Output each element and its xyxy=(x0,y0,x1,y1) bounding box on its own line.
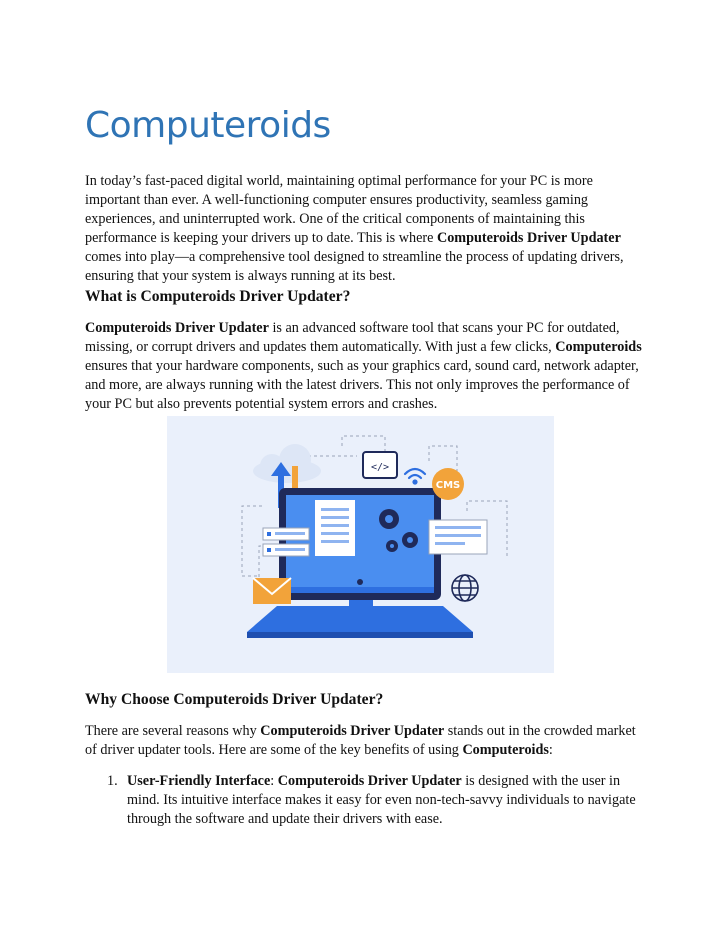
section2-bold-brand: Computeroids xyxy=(462,742,549,758)
laptop-keyboard xyxy=(247,606,473,638)
list-item-title: User-Friendly Interface xyxy=(127,773,271,789)
section1-text-1: is an advanced software tool that scans your PC for outdated, missing, or corrupt drivers and updates them automatically. With just a few clicks, xyxy=(85,320,620,355)
envelope-icon xyxy=(253,578,291,604)
intro-bold-product: Computeroids Driver Updater xyxy=(436,230,621,246)
document-title: Computeroids xyxy=(85,105,331,146)
section-heading-what-is: What is Computeroids Driver Updater? xyxy=(85,288,351,305)
section1-text-2: ensures that your hardware components, such as your graphics card, sound card, network adapter, and more, are always running with the latest drivers. This not only improves the performance of your PC but also prevents potential system errors and crashes. xyxy=(85,358,639,412)
section1-bold-product: Computeroids Driver Updater xyxy=(85,320,269,336)
section1-paragraph xyxy=(85,319,645,414)
list-item-number: 1. xyxy=(107,773,118,789)
list-item-product: Computeroids Driver Updater xyxy=(277,773,462,789)
wifi-icon xyxy=(405,469,425,484)
code-phone-icon xyxy=(363,452,397,478)
cms-label: CMS xyxy=(435,480,461,491)
intro-text-2: comes into play—a comprehensive tool designed to streamline the process of updating drivers, ensuring that your system is always running at its best. xyxy=(85,249,624,284)
section2-text-3: : xyxy=(548,742,553,758)
list-item-text: is designed with the user in mind. Its intuitive interface makes it easy for even non-tech-savvy individuals to navigate through the software and update their drivers with ease. xyxy=(127,773,636,827)
code-label: </> xyxy=(370,462,390,473)
cms-badge xyxy=(432,468,464,500)
cloud-icon xyxy=(253,444,321,483)
section1-bold-brand: Computeroids xyxy=(555,339,642,355)
section-heading-why-choose: Why Choose Computeroids Driver Updater? xyxy=(85,691,384,708)
section2-paragraph xyxy=(85,722,645,760)
illustration-svg xyxy=(167,416,554,673)
list-item xyxy=(85,772,645,829)
list-item-separator: : xyxy=(270,773,278,789)
section2-text-1: There are several reasons why xyxy=(85,723,261,739)
section2-text-2: stands out in the crowded market of driver updater tools. Here are some of the key benefits of using xyxy=(85,723,636,758)
driver-update-illustration xyxy=(167,416,554,673)
intro-text-1: In today’s fast-paced digital world, maintaining optimal performance for your PC is more important than ever. A well-functioning computer ensures productivity, seamless gaming experiences, and uninterrupted work. One of the critical components of maintaining this performance is keeping your drivers up to date. This is where xyxy=(85,173,593,246)
globe-icon xyxy=(452,575,478,601)
intro-paragraph xyxy=(85,172,645,286)
section2-bold-product: Computeroids Driver Updater xyxy=(260,723,445,739)
benefits-list xyxy=(85,772,645,829)
text-panel xyxy=(429,520,487,554)
